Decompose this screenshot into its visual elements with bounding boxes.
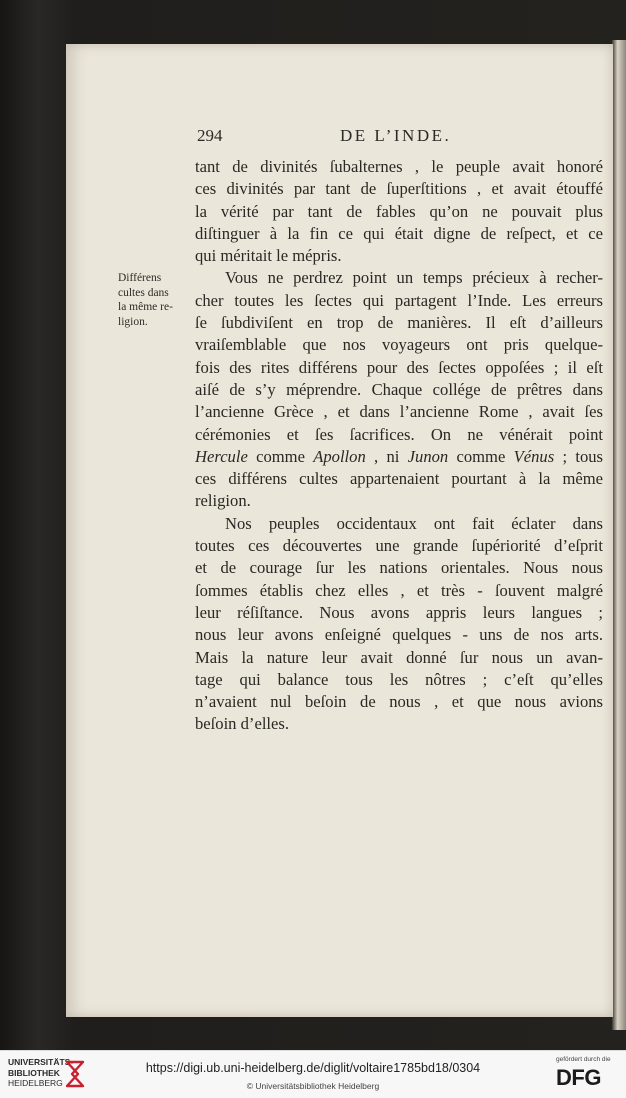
running-title: DE L’INDE. [340, 126, 452, 145]
name-junon: Junon [407, 446, 449, 466]
text-line: tage qui balance tous les nôtres ; c’eſt qu’elles [195, 669, 603, 689]
copyright-notice: © Universitätsbibliothek Heidelberg [246, 1081, 380, 1091]
text-line: cher toutes les ſectes qui partagent l’Inde. Les erreurs [195, 290, 603, 310]
text-line: Mais la nature leur avait donné ſur nous un avan- [195, 647, 603, 667]
word: comme [247, 446, 314, 466]
text-line: toutes ces découvertes une grande ſupériorité d’eſprit [195, 536, 603, 556]
library-name-line: BIBLIOTHEK [8, 1067, 60, 1078]
text-line: Vous ne perdrez point un temps précieux à recher- [225, 268, 603, 288]
text-line: aiſé de s’y méprendre. Chaque collége de prêtres dans [195, 379, 603, 399]
margin-note-line: ligion. [118, 315, 148, 328]
text-line: vraiſemblable que nos voyageurs ont pris quelque- [195, 335, 603, 355]
page-edge [612, 40, 626, 1030]
text-line: la vérité par tant de fables qu’on ne pouvait plus [195, 201, 603, 221]
name-venus: Vénus [513, 446, 555, 466]
margin-note [118, 271, 196, 329]
text-line: cérémonies et ſes ſacrifices. On ne vénérait point [195, 424, 603, 444]
word: ; tous [554, 446, 603, 466]
text-line: fois des rites différens pour des ſectes oppoſées ; il eſt [195, 357, 603, 377]
name-apollon: Apollon [313, 446, 366, 466]
page-number: 294 [197, 126, 223, 145]
text-line: nous leur avons enſeigné quelques - uns de nos arts. [195, 625, 603, 645]
body-text [195, 156, 603, 736]
library-city: HEIDELBERG [8, 1078, 63, 1088]
name-hercule: Hercule [195, 446, 248, 466]
text-line: leur réſiſtance. Nous avons appris leurs langues ; [195, 602, 603, 622]
text-line: religion. [195, 491, 251, 511]
margin-note-line: Différens [118, 272, 162, 284]
text-line: qui méritait le mépris. [195, 246, 342, 266]
page-header [197, 126, 602, 154]
library-name-line: UNIVERSITÄTS- [8, 1057, 74, 1067]
text-line: ſe ſubdiviſent en trop de manières. Il eſt d’ailleurs [195, 313, 603, 333]
text-line: ces différens cultes appartenaient pourtant à la même [195, 469, 603, 489]
word: comme [448, 446, 514, 466]
text-line: ces divinités par tant de ſuperſtitions , et avait étouffé [195, 179, 603, 199]
text-line-italic-names [195, 446, 603, 468]
sponsor-text: gefördert durch die [556, 1056, 611, 1063]
margin-note-line: cultes dans [118, 286, 169, 299]
viewer-footer [0, 1050, 626, 1098]
text-line: ſommes établis chez elles , et très - ſouvent malgré [195, 580, 603, 600]
text-line: et de courage ſur les nations orientales. Nous nous [195, 558, 603, 578]
text-line: n’avaient nul beſoin de nous , et que nous avions [195, 692, 603, 712]
text-line: Nos peuples occidentaux ont fait éclater dans [225, 513, 603, 533]
text-line: diſtinguer à la fin ce qui était digne de reſpect, et ce [195, 223, 603, 243]
text-line: beſoin d’elles. [195, 714, 290, 734]
dfg-logo[interactable]: DFG [556, 1065, 601, 1090]
word: , ni [365, 446, 408, 466]
text-line: l’ancienne Grèce , et dans l’ancienne Rome , avait ſes [195, 402, 603, 422]
text-line: tant de divinités ſubalternes , le peuple avait honoré [195, 157, 603, 176]
permalink-url[interactable]: https://digi.ub.uni-heidelberg.de/diglit/voltaire1785bd18/0304 [145, 1061, 481, 1075]
margin-note-line: la même re- [118, 301, 173, 313]
